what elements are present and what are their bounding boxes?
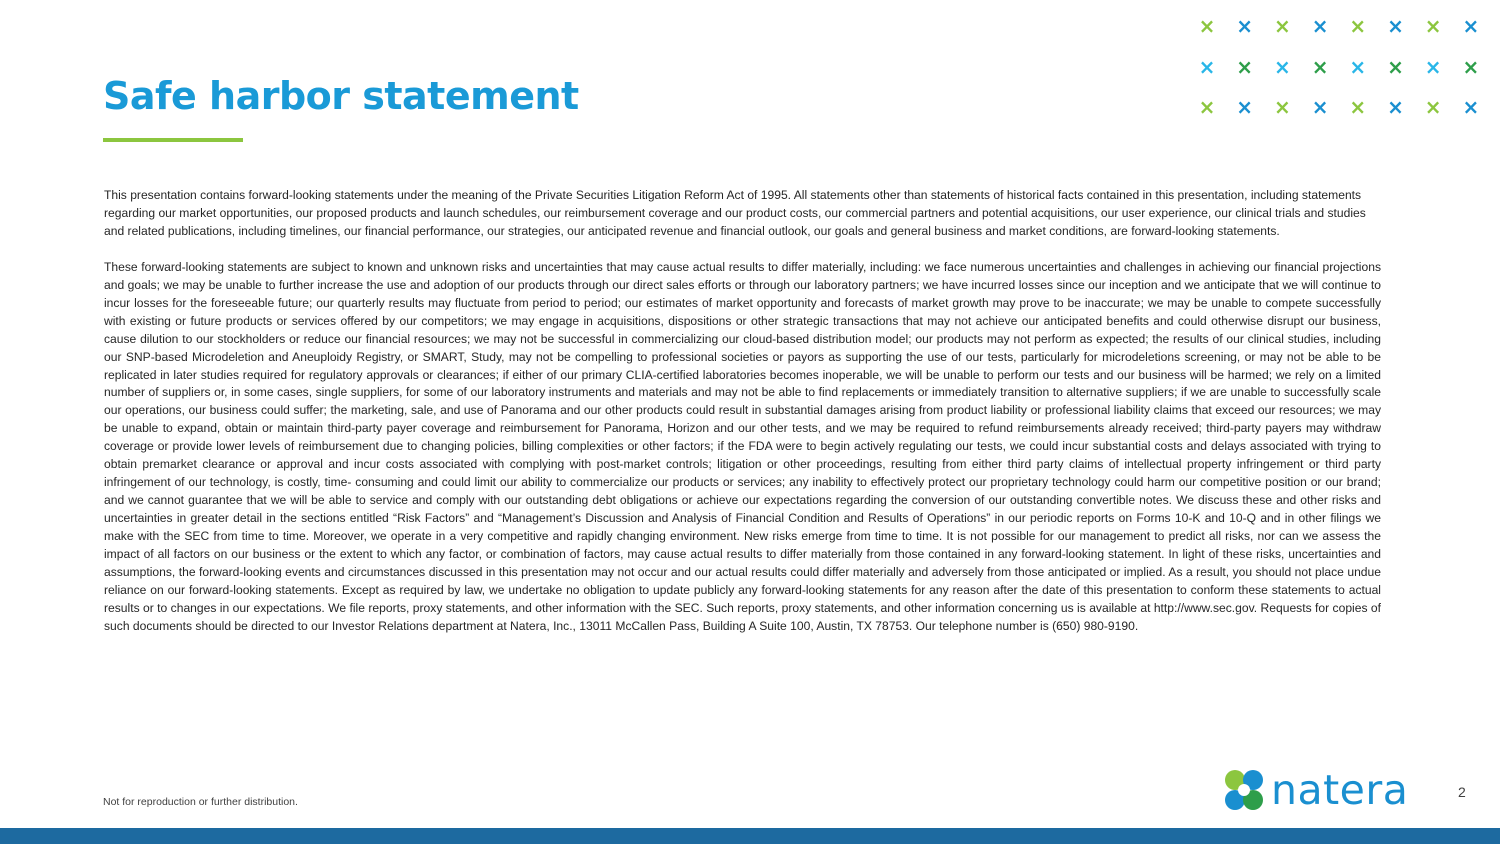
x-decoration-icon: ×: [1349, 95, 1367, 119]
x-decoration-icon: ×: [1198, 54, 1216, 79]
x-decoration-icon: ×: [1462, 95, 1480, 119]
x-decoration-icon: ×: [1424, 95, 1442, 119]
x-decoration-icon: ×: [1387, 95, 1404, 119]
x-decoration-icon: ×: [1274, 14, 1291, 38]
x-decoration-icon: ×: [1424, 14, 1442, 38]
natera-logo: [1224, 768, 1408, 812]
x-decoration-icon: ×: [1387, 54, 1404, 79]
x-decoration-icon: ×: [1349, 14, 1367, 38]
x-decoration-icon: ×: [1387, 14, 1404, 38]
x-decoration-icon: ×: [1311, 14, 1329, 38]
x-decoration-icon: ×: [1236, 14, 1254, 38]
x-decoration-icon: ×: [1349, 54, 1367, 79]
x-decoration-icon: ×: [1198, 95, 1216, 119]
slide-title: Safe harbor statement: [103, 74, 579, 118]
x-decoration-icon: ×: [1311, 54, 1329, 79]
natera-wordmark: natera: [1271, 766, 1409, 814]
page-number: 2: [1458, 784, 1466, 800]
natera-clover-icon: [1224, 768, 1264, 812]
x-decoration-icon: ×: [1274, 54, 1291, 79]
title-underline: [103, 138, 243, 142]
x-decoration-icon: ×: [1462, 14, 1480, 38]
bottom-bar: [0, 828, 1500, 844]
x-decoration-icon: ×: [1462, 54, 1480, 79]
footer-note: Not for reproduction or further distribution.: [103, 796, 298, 808]
disclaimer-paragraph-1: This presentation contains forward-looking statements under the meaning of the Private Securities Litigation Reform Act of 1995. All statements other than statements of historical facts contained in this presentation, including statements regarding our market opportunities, our proposed products and launch schedules, our reimbursement coverage and our product costs, our commercial partners and potential acquisitions, our user experience, our clinical trials and studies and related publications, including timelines, our financial performance, our strategies, our anticipated revenue and financial outlook, our goals and general business and market conditions, are forward-looking statements.: [104, 188, 1366, 238]
x-decoration-icon: ×: [1236, 54, 1254, 79]
decorative-x-pattern: [1194, 12, 1488, 128]
x-decoration-icon: ×: [1311, 95, 1329, 119]
disclaimer-body: [104, 187, 1381, 636]
x-decoration-icon: ×: [1274, 95, 1291, 119]
x-decoration-icon: ×: [1424, 54, 1442, 79]
disclaimer-paragraph-2: These forward-looking statements are subject to known and unknown risks and uncertainties that may cause actual results to differ materially, including: we face numerous uncertainties and challenges in achieving our financial projections and goals; we may be unable to further increase the use and adoption of our products through our direct sales efforts or through our laboratory partners; we have incurred losses since our inception and we anticipate that we will continue to incur losses for the foreseeable future; our quarterly results may fluctuate from period to period; our estimates of market opportunity and forecasts of market growth may prove to be inaccurate; we may be unable to compete successfully with existing or future products or services offered by our competitors; we may engage in acquisitions, dispositions or other strategic transactions that may not achieve our anticipated benefits and could otherwise disrupt our business, cause dilution to our stockholders or reduce our financial resources; we may not be successful in commercializing our cloud-based distribution model; our products may not perform as expected; the results of our clinical studies, including our SNP-based Microdeletion and Aneuploidy Registry, or SMART, Study, may not be compelling to professional societies or payors as supporting the use of our tests, particularly for microdeletions screening, or may not be able to be replicated in later studies required for regulatory approvals or clearances; if either of our primary CLIA-certified laboratories becomes inoperable, we will be unable to perform our tests and our business will be harmed; we rely on a limited number of suppliers or, in some cases, single suppliers, for some of our laboratory instruments and materials and may not be able to find replacements or immediately transition to alternative suppliers; if we are unable to successfully scale our operations, our business could suffer; the marketing, sale, and use of Panorama and our other products could result in substantial damages arising from product liability or professional liability claims that exceed our resources; we may be unable to expand, obtain or maintain third-party payer coverage and reimbursement for Panorama, Horizon and our other tests, and we may be required to refund reimbursements already received; third-party payers may withdraw coverage or provide lower levels of reimbursement due to changing policies, billing complexities or other factors; if the FDA were to begin actively regulating our tests, we could incur substantial costs and delays associated with trying to obtain premarket clearance or approval and incur costs associated with complying with post-market controls; litigation or other proceedings, resulting from either third party claims of intellectual property infringement or third party infringement of our technology, is costly, time- consuming and could limit our ability to commercialize our products or services; any inability to effectively protect our proprietary technology could harm our competitive position or our brand; and we cannot guarantee that we will be able to service and comply with our outstanding debt obligations or achieve our expectations regarding the conversion of our outstanding convertible notes. We discuss these and other risks and uncertainties in greater detail in the sections entitled “Risk Factors” and “Management’s Discussion and Analysis of Financial Condition and Results of Operations” in our periodic reports on Forms 10-K and 10-Q and in other filings we make with the SEC from time to time. Moreover, we operate in a very competitive and rapidly changing environment. New risks emerge from time to time. It is not possible for our management to predict all risks, nor can we assess the impact of all factors on our business or the extent to which any factor, or combination of factors, may cause actual results to differ materially from those contained in any forward-looking statement. In light of these risks, uncertainties and assumptions, the forward-looking events and circumstances discussed in this presentation may not occur and our actual results could differ materially and adversely from those anticipated or implied. As a result, you should not place undue reliance on our forward-looking statements. Except as required by law, we undertake no obligation to update publicly any forward-looking statements for any reason after the date of this presentation to conform these statements to actual results or to changes in our expectations. We file reports, proxy statements, and other information with the SEC. Such reports, proxy statements, and other information concerning us is available at http://www.sec.gov. Requests for copies of such documents should be directed to our Investor Relations department at Natera, Inc., 13011 McCallen Pass, Building A Suite 100, Austin, TX 78753. Our telephone number is (650) 980-9190.: [104, 259, 1381, 633]
x-decoration-icon: ×: [1236, 95, 1254, 119]
x-decoration-icon: ×: [1198, 14, 1216, 38]
